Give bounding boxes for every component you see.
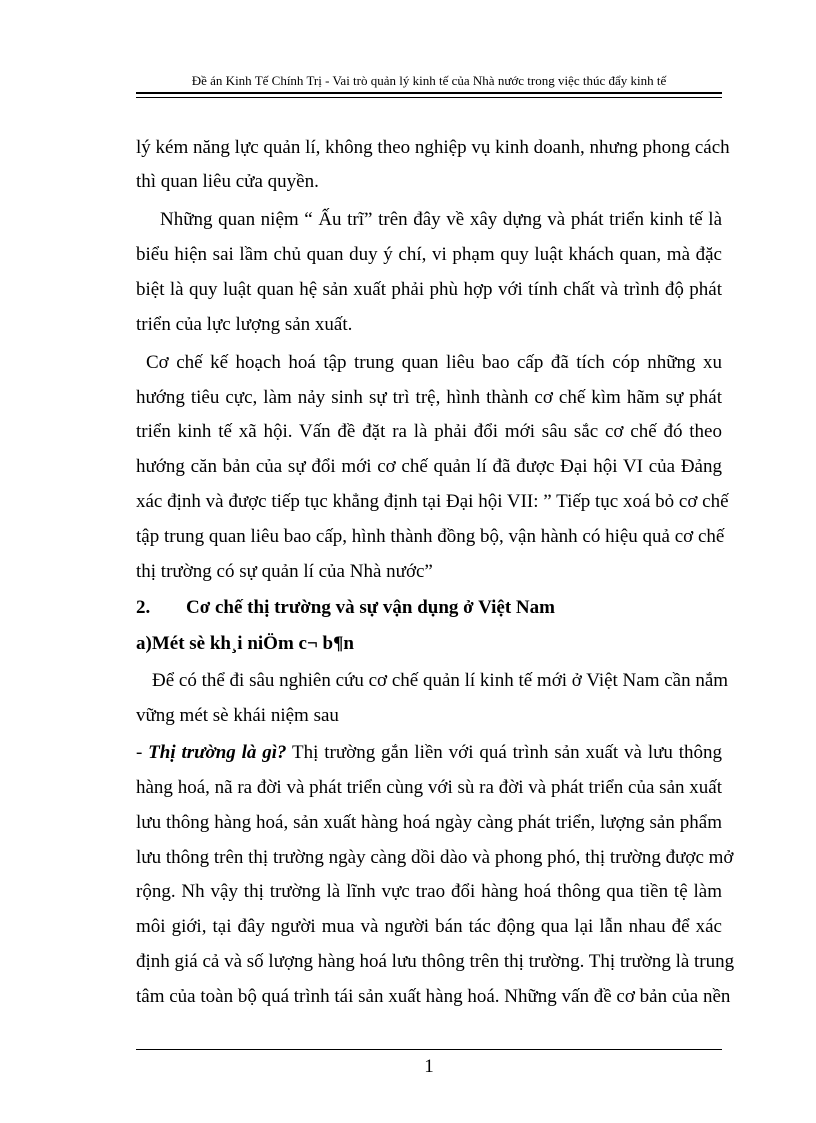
paragraph-3-line-2: hướng tiêu cực, làm nảy sinh sự trì trệ, hình thành cơ chế kìm hãm sự phát xyxy=(136,387,722,408)
paragraph-3-line-7: thị trường có sự quản lí của Nhà nước” xyxy=(136,561,433,582)
term-market-definition: Thị trường là gì? xyxy=(148,742,287,763)
paragraph-5-line-4: lưu thông trên thị trường ngày càng dồi dào và phong phó, thị trường được mở xyxy=(136,847,734,868)
paragraph-2-line-1: Những quan niệm “ Ấu trĩ” trên đây về xây dựng và phát triển kinh tế là xyxy=(160,209,722,230)
subsection-title: a)Mét sè kh¸i niÖm c¬ b¶n xyxy=(136,633,354,654)
paragraph-1-line-2: thì quan liêu cửa quyền. xyxy=(136,171,319,192)
paragraph-3-line-4: hướng căn bản của sự đổi mới cơ chế quản lí đã được Đại hội VI của Đảng xyxy=(136,456,722,477)
header-rule-thin xyxy=(136,97,722,98)
section-title: Cơ chế thị trường và sự vận dụng ở Việt Nam xyxy=(186,597,555,618)
paragraph-5-line-1-rest: Thị trường gắn liền với quá trình sản xuất và lưu thông xyxy=(286,742,723,763)
paragraph-2-line-2: biểu hiện sai lầm chủ quan duy ý chí, vi phạm quy luật khách quan, mà đặc xyxy=(136,244,722,265)
section-number: 2. xyxy=(136,597,151,618)
paragraph-5-line-7: định giá cả và số lượng hàng hoá lưu thông trên thị trường. Thị trường là trung xyxy=(136,951,735,972)
paragraph-1-line-1: lý kém năng lực quản lí, không theo nghiệp vụ kinh doanh, nhưng phong cách xyxy=(136,137,730,158)
paragraph-5-line-8: tâm của toàn bộ quá trình tái sản xuất hàng hoá. Những vấn đề cơ bản của nền xyxy=(136,986,731,1007)
paragraph-3-line-3: triển kinh tế xã hội. Vấn đề đặt ra là phải đổi mới sâu sắc cơ chế đó theo xyxy=(136,421,722,442)
list-dash: - xyxy=(136,742,143,763)
page-number: 1 xyxy=(424,1056,434,1077)
header-rule-thick xyxy=(136,92,722,94)
page-header: Đề án Kinh Tế Chính Trị - Vai trò quản lý kinh tế của Nhà nước trong việc thúc đẩy kinh tế xyxy=(191,73,667,88)
paragraph-2-line-3: biệt là quy luật quan hệ sản xuất phải phù hợp với tính chất và trình độ phát xyxy=(136,279,722,300)
paragraph-5-line-6: môi giới, tại đây người mua và người bán tác động qua lại lẫn nhau để xác xyxy=(136,916,722,937)
paragraph-3-line-1: Cơ chế kế hoạch hoá tập trung quan liêu bao cấp đã tích cóp những xu xyxy=(146,352,722,373)
paragraph-3-line-5: xác định và được tiếp tục khẳng định tại Đại hội VII: ” Tiếp tục xoá bỏ cơ chế xyxy=(136,491,729,512)
paragraph-5-line-3: lưu thông hàng hoá, sản xuất hàng hoá ngày càng phát triển, lượng sản phẩm xyxy=(136,812,722,833)
paragraph-3-line-6: tập trung quan liêu bao cấp, hình thành đồng bộ, vận hành có hiệu quả cơ chế xyxy=(136,526,725,547)
paragraph-4-line-1: Để có thể đi sâu nghiên cứu cơ chế quản lí kinh tế mới ở Việt Nam cần nắm xyxy=(152,670,729,691)
paragraph-2-line-4: triển của lực lượng sản xuất. xyxy=(136,314,353,335)
paragraph-5-line-5: rộng. Nh vậy thị trường là lĩnh vực trao đổi hàng hoá thông qua tiền tệ làm xyxy=(136,881,722,902)
footer-rule xyxy=(136,1049,722,1050)
paragraph-5-line-2: hàng hoá, nã ra đời và phát triển cùng với sù ra đời và phát triển của sản xuất xyxy=(136,777,722,798)
paragraph-5-line-1 xyxy=(136,741,722,765)
paragraph-4-line-2: vững mét sè khái niệm sau xyxy=(136,705,339,726)
